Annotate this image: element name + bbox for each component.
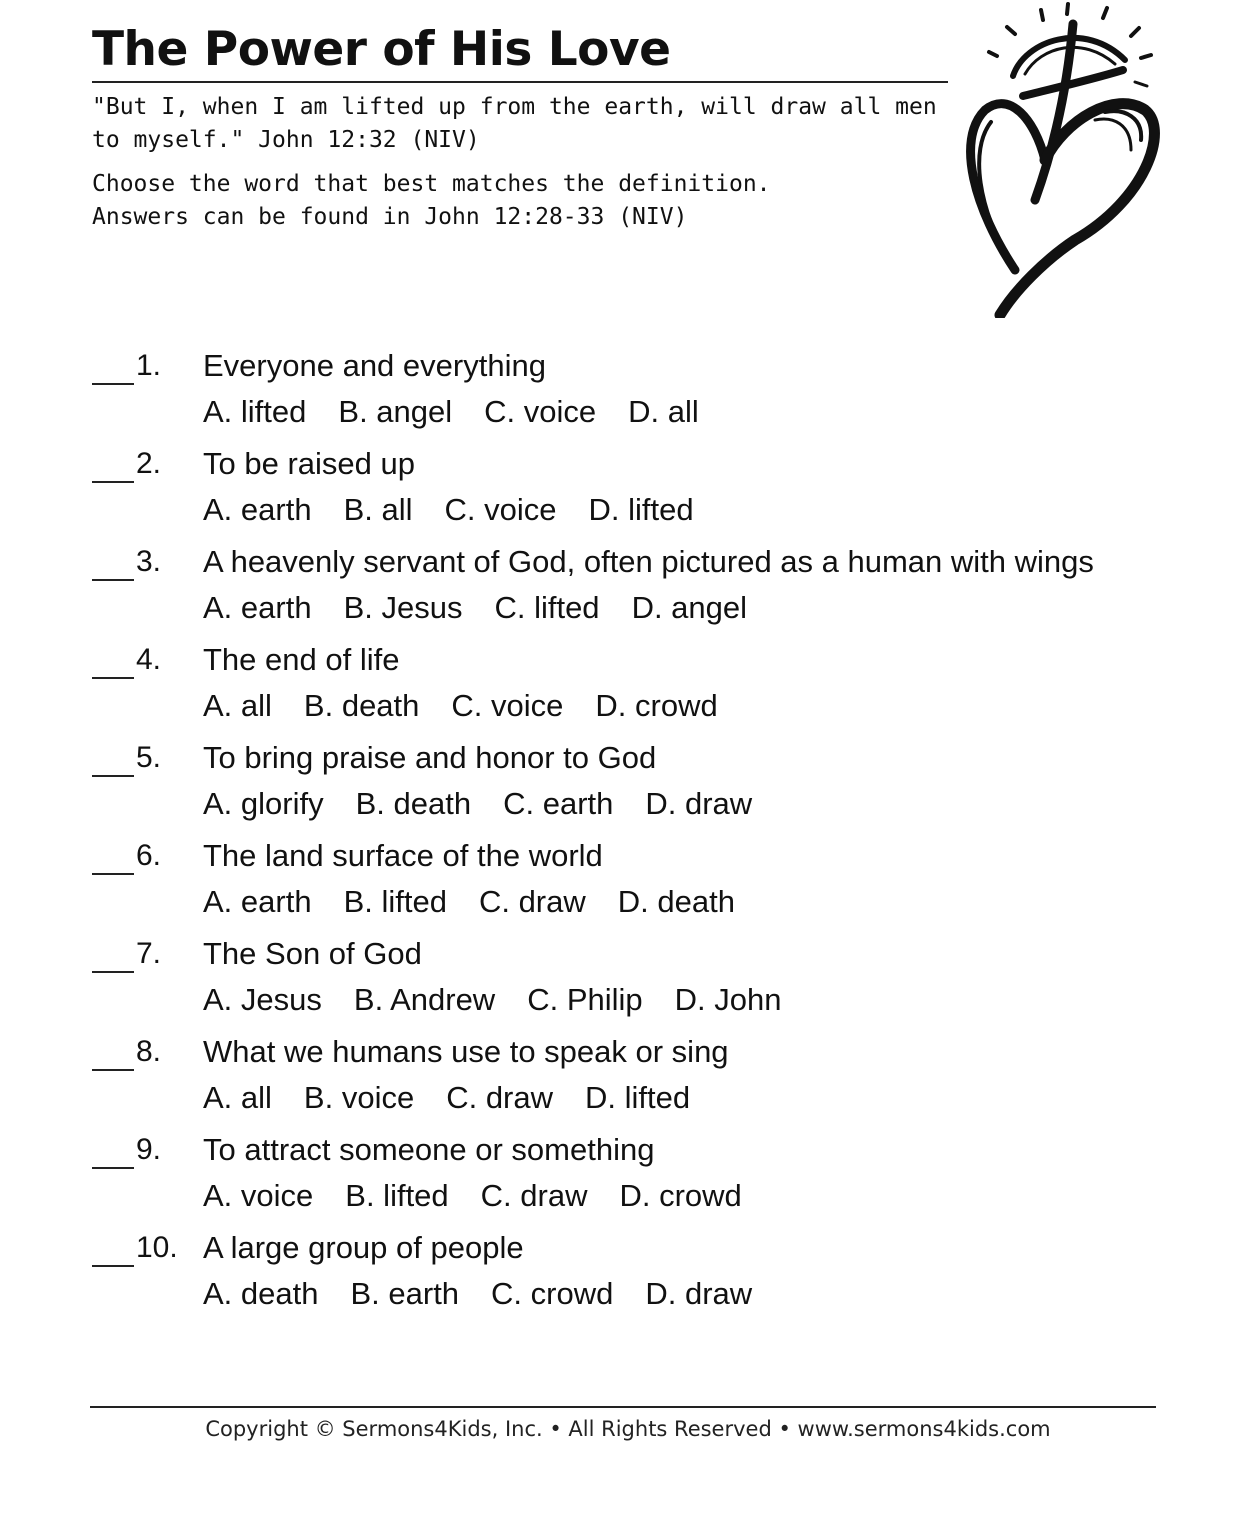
answer-option: C. voice bbox=[444, 492, 557, 527]
question-definition: Everyone and everything bbox=[203, 348, 546, 383]
question-definition: To be raised up bbox=[203, 446, 415, 481]
answer-option: D. lifted bbox=[588, 492, 694, 527]
answer-option: D. lifted bbox=[585, 1080, 691, 1115]
question-number: 8. bbox=[136, 1035, 162, 1068]
question-definition: To attract someone or something bbox=[203, 1132, 655, 1167]
question-definition: The land surface of the world bbox=[203, 838, 603, 873]
answer-options bbox=[203, 687, 750, 725]
question-number: 6. bbox=[136, 839, 162, 872]
question-number: 4. bbox=[136, 643, 162, 676]
question-list bbox=[90, 345, 1170, 1325]
answer-option: B. all bbox=[343, 492, 413, 527]
answer-options bbox=[203, 1275, 784, 1313]
question-item bbox=[90, 737, 1170, 835]
answer-blank[interactable] bbox=[92, 775, 134, 777]
question-item bbox=[90, 639, 1170, 737]
answer-option: C. earth bbox=[503, 786, 614, 821]
answer-option: A. earth bbox=[203, 492, 312, 527]
answer-option: B. angel bbox=[338, 394, 453, 429]
heart-cross-icon bbox=[955, 0, 1170, 318]
question-definition: To bring praise and honor to God bbox=[203, 740, 657, 775]
answer-option: A. all bbox=[203, 1080, 272, 1115]
title-divider bbox=[92, 81, 948, 83]
answer-option: B. Andrew bbox=[353, 982, 496, 1017]
answer-option: D. John bbox=[674, 982, 782, 1017]
answer-blank[interactable] bbox=[92, 873, 134, 875]
answer-option: D. crowd bbox=[619, 1178, 742, 1213]
copyright-footer: Copyright © Sermons4Kids, Inc. • All Rights Reserved • www.sermons4kids.com bbox=[205, 1417, 1051, 1441]
answer-options bbox=[203, 981, 813, 1019]
answer-option: D. death bbox=[617, 884, 735, 919]
question-item bbox=[90, 345, 1170, 443]
question-item bbox=[90, 541, 1170, 639]
answer-options bbox=[203, 393, 731, 431]
question-item bbox=[90, 1031, 1170, 1129]
footer-divider bbox=[90, 1406, 1156, 1408]
answer-option: C. Philip bbox=[527, 982, 643, 1017]
answer-option: B. death bbox=[355, 786, 472, 821]
answer-option: B. earth bbox=[350, 1276, 460, 1311]
answer-options bbox=[203, 1177, 774, 1215]
question-number: 7. bbox=[136, 937, 162, 970]
answer-option: A. earth bbox=[203, 590, 312, 625]
answer-option: A. death bbox=[203, 1276, 319, 1311]
question-definition: The end of life bbox=[203, 642, 400, 677]
question-number: 9. bbox=[136, 1133, 162, 1166]
question-item bbox=[90, 835, 1170, 933]
answer-option: C. voice bbox=[484, 394, 597, 429]
answer-option: B. lifted bbox=[343, 884, 447, 919]
question-item bbox=[90, 1227, 1170, 1325]
page-title: The Power of His Love bbox=[92, 22, 671, 77]
answer-blank[interactable] bbox=[92, 677, 134, 679]
answer-options bbox=[203, 785, 784, 823]
answer-option: D. crowd bbox=[595, 688, 718, 723]
question-number: 1. bbox=[136, 349, 162, 382]
instructions: Choose the word that best matches the definition. Answers can be found in John 12:28-33 (NIV) bbox=[92, 171, 771, 230]
answer-options bbox=[203, 1079, 722, 1117]
answer-option: B. voice bbox=[303, 1080, 415, 1115]
answer-blank[interactable] bbox=[92, 1167, 134, 1169]
answer-option: A. earth bbox=[203, 884, 312, 919]
answer-option: C. draw bbox=[478, 884, 586, 919]
question-definition: A large group of people bbox=[203, 1230, 524, 1265]
answer-option: D. draw bbox=[645, 786, 753, 821]
answer-option: A. Jesus bbox=[203, 982, 322, 1017]
question-item bbox=[90, 933, 1170, 1031]
answer-option: C. voice bbox=[451, 688, 564, 723]
answer-option: A. glorify bbox=[203, 786, 324, 821]
answer-options bbox=[203, 491, 726, 529]
answer-option: C. crowd bbox=[491, 1276, 614, 1311]
question-number: 5. bbox=[136, 741, 162, 774]
answer-blank[interactable] bbox=[92, 1265, 134, 1267]
answer-option: B. Jesus bbox=[343, 590, 463, 625]
question-item bbox=[90, 1129, 1170, 1227]
answer-blank[interactable] bbox=[92, 1069, 134, 1071]
question-number: 3. bbox=[136, 545, 162, 578]
answer-blank[interactable] bbox=[92, 971, 134, 973]
answer-blank[interactable] bbox=[92, 579, 134, 581]
answer-option: C. draw bbox=[480, 1178, 588, 1213]
answer-option: A. voice bbox=[203, 1178, 314, 1213]
answer-option: C. lifted bbox=[494, 590, 600, 625]
answer-option: A. lifted bbox=[203, 394, 307, 429]
question-number: 10. bbox=[136, 1231, 178, 1264]
answer-options bbox=[203, 589, 779, 627]
answer-option: D. draw bbox=[645, 1276, 753, 1311]
question-number: 2. bbox=[136, 447, 162, 480]
question-definition: A heavenly servant of God, often pictured as a human with wings bbox=[203, 544, 1094, 579]
question-definition: What we humans use to speak or sing bbox=[203, 1034, 729, 1069]
answer-option: A. all bbox=[203, 688, 272, 723]
answer-option: B. lifted bbox=[345, 1178, 449, 1213]
answer-option: D. angel bbox=[631, 590, 748, 625]
answer-option: B. death bbox=[303, 688, 420, 723]
question-definition: The Son of God bbox=[203, 936, 422, 971]
answer-option: C. draw bbox=[446, 1080, 554, 1115]
answer-options bbox=[203, 883, 767, 921]
question-item bbox=[90, 443, 1170, 541]
bible-verse: "But I, when I am lifted up from the earth, will draw all men to myself." John 12:32 (NIV) bbox=[92, 94, 937, 153]
answer-blank[interactable] bbox=[92, 481, 134, 483]
answer-blank[interactable] bbox=[92, 383, 134, 385]
answer-option: D. all bbox=[628, 394, 699, 429]
